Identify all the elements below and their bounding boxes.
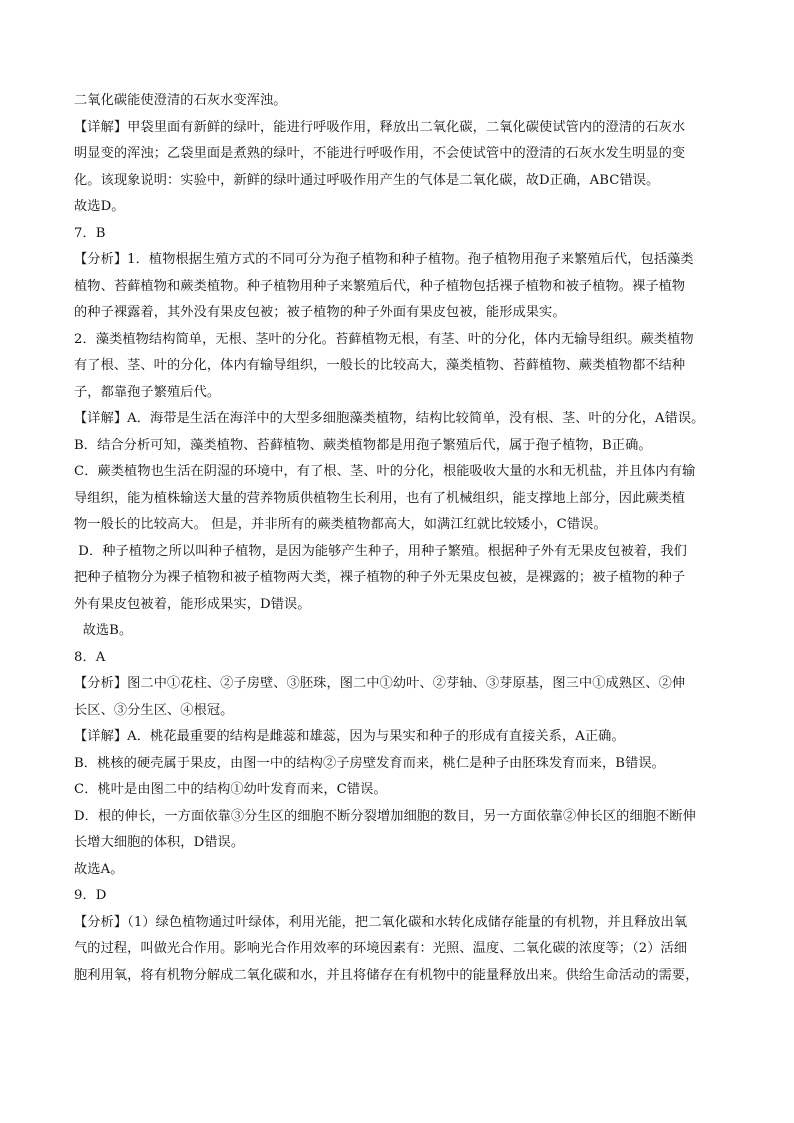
text-line-21: 故选B。: [74, 623, 133, 638]
document-page: [74, 88, 724, 989]
text-line-13: 【详解】A．海带是生活在海洋中的大型多细胞藻类植物，结构比较简单，没有根、茎、叶的分化，A错误。: [74, 411, 705, 426]
text-line-32: 【分析】（1）绿色植物通过叶绿体，利用光能，把二氧化碳和水转化成储存能量的有机物，并且释放出氧: [74, 914, 688, 930]
text-line-19: 把种子植物分为裸子植物和被子植物两大类，裸子植物的种子外无果皮包被，是裸露的；被子植物的种子: [74, 570, 686, 585]
text-line-14: B．结合分析可知，藻类植物、苔藓植物、蕨类植物都是用孢子繁殖后代，属于孢子植物，B正确。: [74, 437, 652, 453]
text-line-18: D．种子植物之所以叫种子植物，是因为能够产生种子，用种子繁殖。根据种子外有无果皮包被着，我们: [74, 543, 687, 559]
text-line-1: 二氧化碳能使澄清的石灰水变浑浊。: [74, 93, 287, 108]
text-line-26: B．桃核的硬壳属于果皮，由图一中的结构②子房壁发育而来，桃仁是种子由胚珠发育而来，B错误。: [74, 755, 665, 771]
text-line-12: 子，都靠孢子繁殖后代。: [74, 384, 221, 400]
text-line-17: 物一般长的比较高大。 但是，并非所有的蕨类植物都高大，如满江红就比较矮小，C错误。: [74, 517, 607, 532]
text-line-7: 【分析】1．植物根据生殖方式的不同可分为孢子植物和种子植物。孢子植物用孢子来繁殖后代，包括藻类: [74, 252, 694, 267]
text-line-3: 明显变的浑浊；乙袋里面是煮熟的绿叶，不能进行呼吸作用，不会使试管中的澄清的石灰水发生明显的变: [74, 146, 686, 161]
text-line-27: C．桃叶是由图二中的结构①幼叶发育而来，C错误。: [74, 782, 387, 797]
text-line-4: 化。该现象说明：实验中，新鲜的绿叶通过呼吸作用产生的气体是二氧化碳，故D正确，ABC错误。: [74, 172, 660, 188]
text-line-24: 长区、③分生区、④根冠。: [74, 702, 234, 718]
question-answer-8: 8．A: [74, 649, 106, 665]
question-answer-7: 7．B: [74, 225, 106, 241]
text-line-28: D．根的伸长，一方面依靠③分生区的细胞不断分裂增加细胞的数目，另一方面依靠②伸长区的细胞不断伸: [74, 808, 696, 824]
text-line-23: 【分析】图二中①花柱、②子房壁、③胚珠，图二中①幼叶、②芽轴、③芽原基，图三中①成熟区、②伸: [74, 676, 686, 691]
question-answer-9: 9．D: [74, 888, 107, 903]
text-line-16: 导组织，能为植株输送大量的营养物质供植物生长利用，也有了机械组织，能支撑地上部分，因此蕨类植: [74, 490, 686, 506]
text-line-20: 外有果皮包被着，能形成果实，D错误。: [74, 596, 311, 612]
text-line-15: C．蕨类植物也生活在阴湿的环境中，有了根、茎、叶的分化，根能吸收大量的水和无机盐，并且体内有输: [74, 464, 696, 479]
text-line-30: 故选A。: [74, 861, 124, 877]
text-line-10: 2．藻类植物结构简单，无根、茎叶的分化。苔藓植物无根，有茎、叶的分化，体内无输导组织。蕨类植物: [74, 331, 694, 347]
text-line-8: 植物、苔藓植物和蕨类植物。种子植物用种子来繁殖后代，种子植物包括裸子植物和被子植物。裸子植物: [74, 278, 686, 294]
text-line-33: 气的过程，叫做光合作用。影响光合作用效率的环境因素有：光照、温度、二氧化碳的浓度等；（2）活细: [74, 941, 688, 956]
text-line-29: 长增大细胞的体积，D错误。: [74, 835, 245, 850]
text-line-2: 【详解】甲袋里面有新鲜的绿叶，能进行呼吸作用，释放出二氧化碳，二氧化碳使试管内的澄清的石灰水: [74, 119, 686, 135]
text-line-34: 胞利用氧，将有机物分解成二氧化碳和水，并且将储存在有机物中的能量释放出来。供给生命活动的需要，: [74, 967, 699, 983]
text-line-25: 【详解】A．桃花最重要的结构是雌蕊和雄蕊，因为与果实和种子的形成有直接关系，A正确。: [74, 729, 625, 744]
text-line-9: 的种子裸露着，其外没有果皮包被；被子植物的种子外面有果皮包被，能形成果实。: [74, 305, 566, 320]
text-line-5: 故选D。: [74, 199, 125, 214]
text-line-11: 有了根、茎、叶的分化，体内有输导组织，一般长的比较高大，藻类植物、苔藓植物、蕨类植物都不结种: [74, 358, 686, 373]
